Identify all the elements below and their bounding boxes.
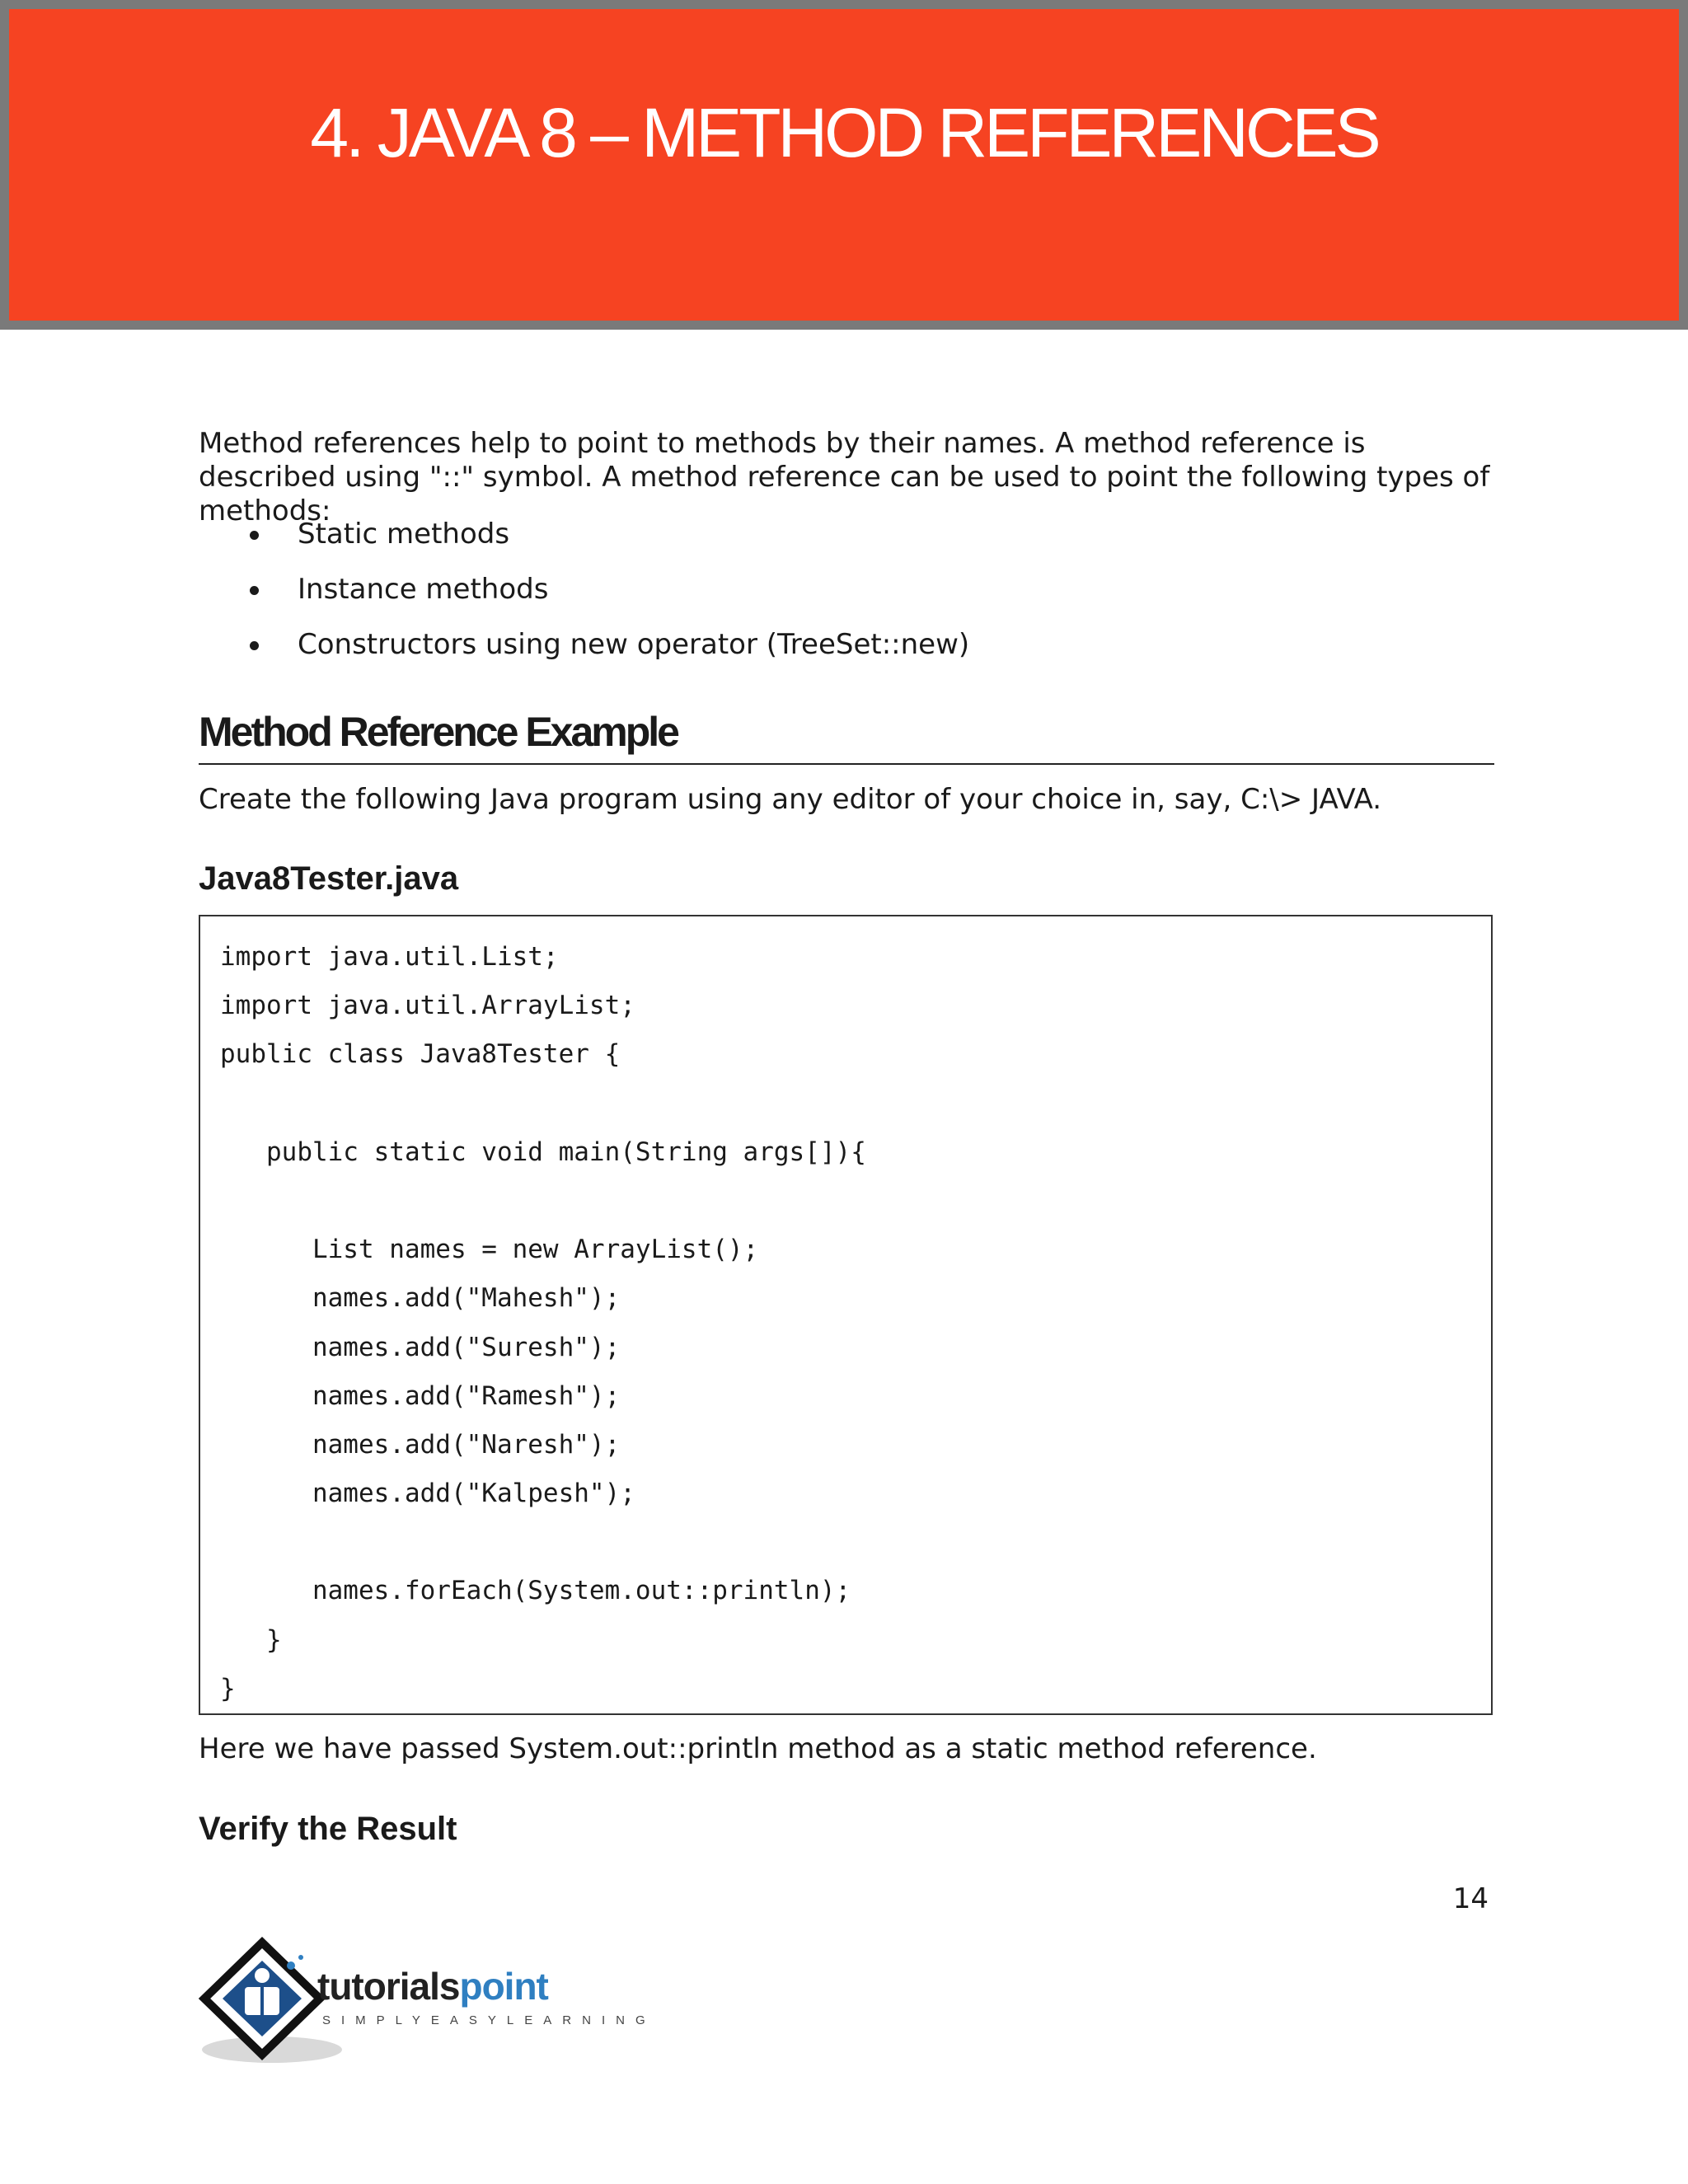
code-line: public static void main(String args[]){ — [220, 1137, 866, 1167]
code-line: names.forEach(System.out::println); — [220, 1576, 851, 1606]
list-item-text: Static methods — [298, 518, 510, 551]
chapter-banner — [0, 0, 1688, 330]
code-line: names.add("Mahesh"); — [220, 1283, 621, 1314]
code-line — [220, 1080, 866, 1128]
list-item — [199, 511, 1353, 566]
method-types-list — [199, 511, 1353, 677]
list-item — [199, 566, 1353, 621]
logo-word-point: point — [459, 1965, 548, 2008]
bullet-icon — [250, 586, 259, 595]
code-line: names.add("Naresh"); — [220, 1429, 621, 1460]
code-line: } — [220, 1624, 282, 1655]
section-heading: Method Reference Example — [199, 709, 678, 755]
code-line — [220, 1177, 866, 1226]
code-line: List names = new ArrayList(); — [220, 1235, 759, 1265]
instruction-paragraph: Create the following Java program using any editor of your choice in, say, C:\> JAVA. — [199, 783, 1382, 816]
bullet-icon — [250, 641, 259, 650]
intro-paragraph: Method references help to point to methods by their names. A method reference is described using "::" symbol. A method reference can be used to point the following types of methods: — [199, 427, 1490, 527]
code-line: import java.util.ArrayList; — [220, 991, 635, 1021]
code-block — [199, 915, 1493, 1715]
code-line: } — [220, 1673, 236, 1704]
verify-heading: Verify the Result — [199, 1811, 457, 1847]
page-number: 14 — [1452, 1882, 1489, 1915]
code-line: public class Java8Tester { — [220, 1039, 621, 1070]
chapter-title: 4. JAVA 8 – METHOD REFERENCES — [310, 94, 1378, 171]
explanation-paragraph: Here we have passed System.out::println method as a static method reference. — [199, 1732, 1317, 1765]
code-line: names.add("Suresh"); — [220, 1332, 621, 1362]
logo-tagline: SIMPLYEASYLEARNING — [322, 2013, 656, 2027]
list-item-text: Instance methods — [298, 573, 549, 606]
code-line: names.add("Ramesh"); — [220, 1380, 621, 1411]
bullet-icon — [250, 531, 259, 540]
code-line — [220, 1518, 866, 1567]
code-line: import java.util.List; — [220, 942, 559, 972]
code-filename-heading: Java8Tester.java — [199, 860, 459, 897]
code-lines — [220, 933, 866, 1713]
logo-wordmark — [317, 1965, 548, 2008]
section-divider — [199, 763, 1494, 765]
logo-word-tutorials: tutorials — [317, 1965, 460, 2008]
tutorialspoint-logo — [194, 1933, 656, 2073]
list-item — [199, 621, 1353, 677]
list-item-text: Constructors using new operator (TreeSet::new) — [298, 628, 970, 661]
code-line: names.add("Kalpesh"); — [220, 1479, 635, 1509]
